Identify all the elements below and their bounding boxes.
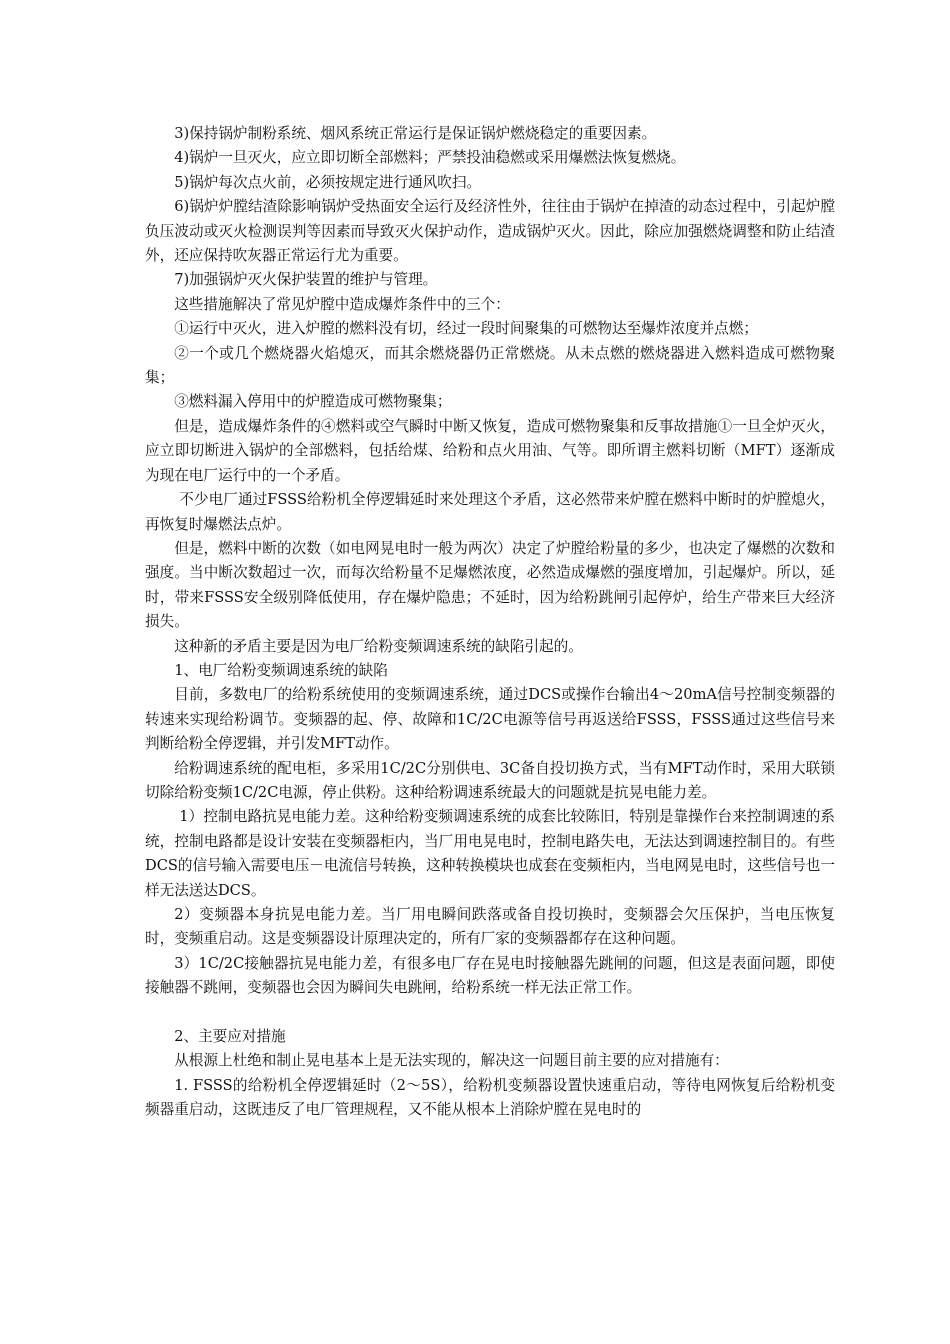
paragraph-7: ①运行中灭火，进入炉膛的燃料没有切，经过一段时间聚集的可燃物达至爆炸浓度并点燃； (174, 320, 758, 338)
section-heading-2: 2、主要应对措施 (174, 1028, 286, 1046)
paragraph-5: 7)加强锅炉灭火保护装置的维护与管理。 (174, 271, 438, 289)
paragraph-3: 5)锅炉每次点火前，必须按规定进行通风吹扫。 (174, 173, 482, 191)
section-heading-1: 1、电厂给粉变频调速系统的缺陷 (174, 661, 388, 679)
paragraph-19: 3）1C/2C接触器抗晃电能力差，有很多电厂存在晃电时接触器先跳闸的问题，但这是表面问题，即使接触器不跳闸，变频器也会因为瞬间失电跳闸，给粉系统一样无法正常工作。 (145, 954, 835, 997)
blank-line (145, 1001, 835, 1025)
paragraph-13: 这种新的矛盾主要是因为电厂给粉变频调速系统的缺陷引起的。 (174, 637, 583, 655)
paragraph-10: 但是，造成爆炸条件的④燃料或空气瞬时中断又恢复，造成可燃物聚集和反事故措施①一旦全炉灭火，应立即切断进入锅炉的全部燃料，包括给煤、给粉和点火用油、气等。即所谓主燃料切断（MFT）逐渐成为现在电厂运行中的一个矛盾。 (145, 417, 835, 484)
paragraph-6: 这些措施解决了常见炉膛中造成爆炸条件中的三个： (174, 295, 510, 313)
paragraph-12: 但是，燃料中断的次数（如电网晃电时一般为两次）决定了炉膛给粉量的多少，也决定了爆燃的次数和强度。当中断次数超过一次，而每次给粉量不足爆燃浓度，必然造成爆燃的强度增加，引起爆炉。所以，延时，带来FSSS安全级别降低使用，存在爆炉隐患；不延时，因为给粉跳闸引起停炉，给生产带来巨大经济损失。 (145, 539, 835, 631)
paragraph-1: 3)保持锅炉制粉系统、烟风系统正常运行是保证锅炉燃烧稳定的重要因素。 (174, 125, 657, 142)
paragraph-11: 不少电厂通过FSSS给粉机全停逻辑延时来处理这个矛盾，这必然带来炉膛在燃料中断时的炉膛熄火，再恢复时爆燃法点炉。 (145, 491, 835, 533)
paragraph-16: 给粉调速系统的配电柜，多采用1C/2C分别供电、3C备自投切换方式，当有MFT动作时，采用大联锁切除给粉变频1C/2C电源，停止供粉。这种给粉调速系统最大的问题就是抗晃电能力差。 (145, 759, 835, 801)
paragraph-8: ②一个或几个燃烧器火焰熄灭，而其余燃烧器仍正常燃烧。从未点燃的燃烧器进入燃料造成可燃物聚集； (145, 344, 835, 387)
paragraph-22: 1. FSSS的给粉机全停逻辑延时（2～5S），给粉机变频器设置快速重启动，等待电网恢复后给粉机变频器重启动，这既违反了电厂管理规程，又不能从根本上消除炉膛在晃电时的 (145, 1076, 835, 1119)
paragraph-2: 4)锅炉一旦灭火，应立即切断全部燃料；严禁投油稳燃或采用爆燃法恢复燃烧。 (174, 149, 686, 167)
paragraph-18: 2）变频器本身抗晃电能力差。当厂用电瞬间跌落或备自投切换时，变频器会欠压保护，当电压恢复时，变频重启动。这是变频器设计原理决定的，所有厂家的变频器都存在这种问题。 (145, 906, 835, 948)
document-page (145, 122, 835, 1123)
paragraph-4: 6)锅炉炉膛结渣除影响锅炉受热面安全运行及经济性外，往往由于锅炉在掉渣的动态过程中，引起炉膛负压波动或灭火检测误判等因素而导致灭火保护动作，造成锅炉灭火。因此，除应加强燃烧调整和防止结渣外，还应保持吹灰器正常运行尤为重要。 (145, 198, 835, 265)
paragraph-15: 目前，多数电厂的给粉系统使用的变频调速系统，通过DCS或操作台输出4～20mA信号控制变频器的转速来实现给粉调节。变频器的起、停、故障和1C/2C电源等信号再返送给FSSS，FSSS通过这些信号来判断给粉全停逻辑，并引发MFT动作。 (145, 686, 835, 753)
paragraph-9: ③燃料漏入停用中的炉膛造成可燃物聚集； (174, 393, 452, 411)
paragraph-17: 1）控制电路抗晃电能力差。这种给粉变频调速系统的成套比较陈旧，特别是靠操作台来控制调速的系统，控制电路都是设计安装在变频器柜内，当厂用电晃电时，控制电路失电，无法达到调速控制目的。有些DCS的信号输入需要电压－电流信号转换，这种转换模块也成套在变频柜内，当电网晃电时，这些信号也一样无法送达DCS。 (145, 808, 835, 899)
paragraph-21: 从根源上杜绝和制止晃电基本上是无法实现的，解决这一问题目前主要的应对措施有： (174, 1052, 729, 1070)
